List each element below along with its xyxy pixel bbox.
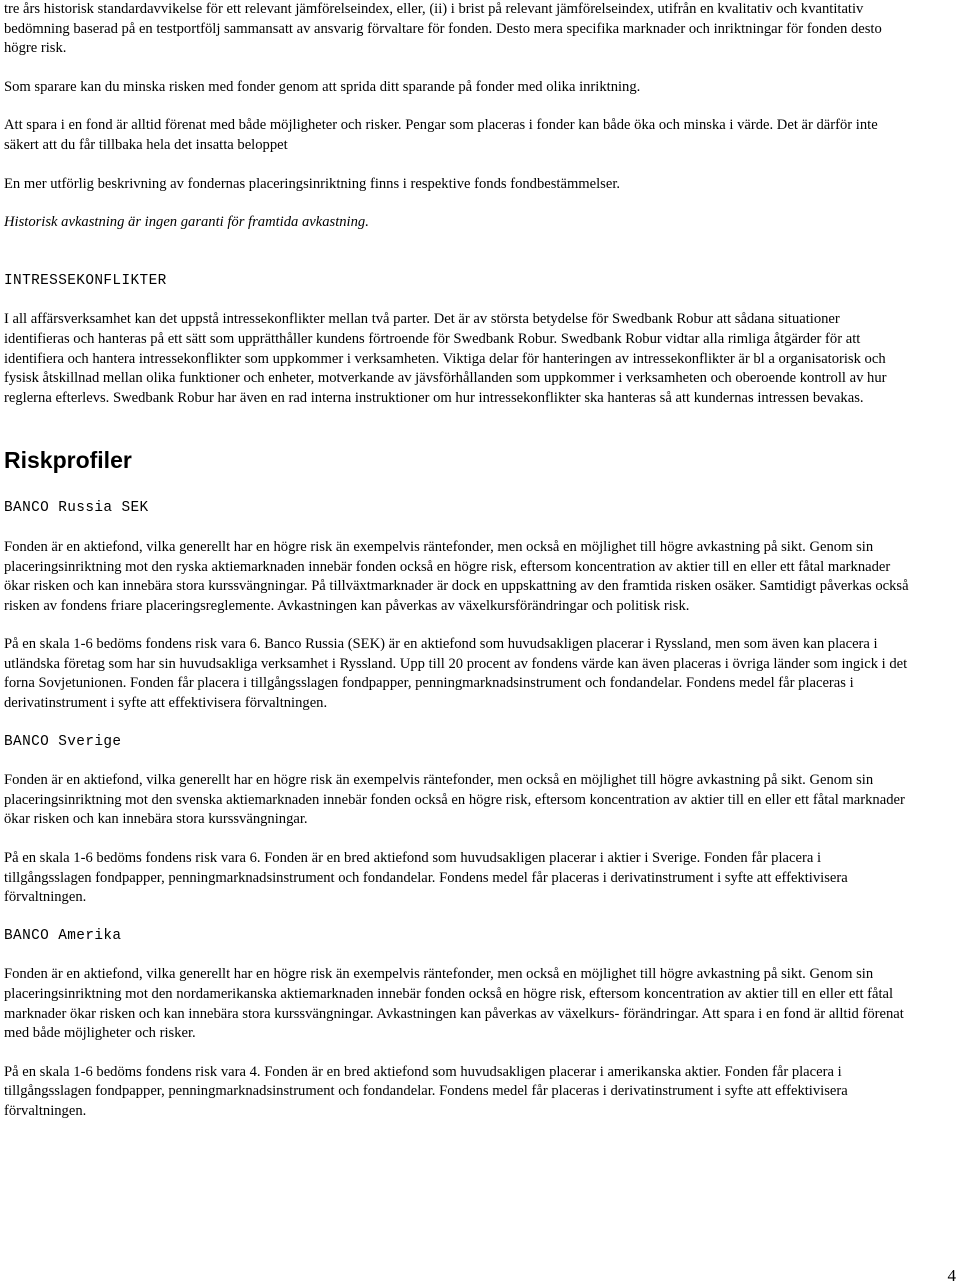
fund-risk-description: Fonden är en aktiefond, vilka generellt har en högre risk än exempelvis räntefonder, men också en möjlighet till högre avkastning på sikt. Genom sin placeringsinriktning mot den nordamerikanska aktiemarknaden innebär fonden också en högre risk, eftersom koncentration av aktier till en eller ett fåtal marknader ökar risken och kan innebära stora kurssvängningar. Avkastningen kan påverkas av växelkurs- förändringar. Att spara i en fond är alltid förenat med både möjligheter och risker. [4,966,904,1042]
intro-paragraph-4: En mer utförlig beskrivning av fondernas placeringsinriktning finns i respektive fonds fondbestämmelser. [4,175,621,192]
document-page [4,0,909,1141]
disclaimer: Historisk avkastning är ingen garanti för framtida avkastning. [4,214,369,231]
section-title: Riskprofiler [4,447,132,474]
fund-name: BANCO Russia SEK [4,500,149,517]
fund-risk-scale: På en skala 1-6 bedöms fondens risk vara 6. Fonden är en bred aktiefond som huvudsakligen placerar i aktier i Sverige. Fonden får placera i tillgångsslagen fondpapper, penningmarknadsinstrument och fondandelar. Fondens medel får placeras i derivatinstrument i syfte att effektivisera förvaltningen. [4,850,848,906]
fund-risk-description: Fonden är en aktiefond, vilka generellt har en högre risk än exempelvis räntefonder, men också en möjlighet till högre avkastning på sikt. Genom sin placeringsinriktning mot den ryska aktiemarknaden innebär fonden också en högre risk, eftersom koncentration av aktier till en eller ett fåtal marknader ökar risken och kan innebära stora kurssvängningar. På tillväxtmarknader är dock en uppskattning av den framtida risken osäker. Samtidigt påverkas också risken av fondens friare placeringsreglemente. Avkastningen kan påverkas av växelkursförändringar och politisk risk. [4,538,909,614]
conflicts-paragraph: I all affärsverksamhet kan det uppstå intressekonflikter mellan två parter. Det är av största betydelse för Swedbank Robur att sådana situationer identifieras och hanteras på ett sätt som upprätthåller kundens förtroende för Swedbank Robur. Swedbank Robur vidtar alla rimliga åtgärder för att identifiera och hantera intressekonflikter som uppkommer i verksamheten. Viktiga delar för hanteringen av intressekonflikter är bl a organisatorisk och fysisk åtskillnad mellan olika funktioner och enheter, motverkande av jävsförhållanden som uppkommer i verksamheten och oberoende kontroll av hur reglerna efterlevs. Swedbank Robur har även en rad interna instruktioner om hur intressekonflikter ska hanteras så att kundernas intressen bevakas. [4,311,887,406]
fund-risk-scale: På en skala 1-6 bedöms fondens risk vara 4. Fonden är en bred aktiefond som huvudsakligen placerar i amerikanska aktier. Fonden får placera i tillgångsslagen fondpapper, penningmarknadsinstrument och fondandelar. Fondens medel får placeras i derivatinstrument i syfte att effektivisera förvaltningen. [4,1063,848,1119]
fund-risk-scale: På en skala 1-6 bedöms fondens risk vara 6. Banco Russia (SEK) är en aktiefond som huvudsakligen placerar i Ryssland, men som även kan placera i utländska företag som har sin huvudsakliga verksamhet i Ryssland. Upp till 20 procent av fondens värde kan även placeras i övriga länder som ingick i det forna Sovjetunionen. Fonden får placera i tillgångsslagen fondpapper, penningmarknadsinstrument och fondandelar. Fondens medel får placeras i derivatinstrument i syfte att effektivisera förvaltningen. [4,636,908,712]
intro-paragraph-3: Att spara i en fond är alltid förenat med både möjligheter och risker. Pengar som placeras i fonder kan både öka och minska i värde. Det är därför inte säkert att du får tillbaka hela det insatta beloppet [4,117,878,153]
conflicts-heading: INTRESSEKONFLIKTER [4,272,167,289]
fund-risk-description: Fonden är en aktiefond, vilka generellt har en högre risk än exempelvis räntefonder, men också en möjlighet till högre avkastning på sikt. Genom sin placeringsinriktning mot den svenska aktiemarknaden innebär fonden också en högre risk, eftersom koncentration av aktier till en eller ett fåtal marknader ökar risken och kan innebära stora kurssvängningar. [4,772,905,828]
intro-paragraph-2: Som sparare kan du minska risken med fonder genom att sprida ditt sparande på fonder med olika inriktning. [4,78,641,95]
intro-paragraph-1: tre års historisk standardavvikelse för ett relevant jämförelseindex, eller, (ii) i brist på relevant jämförelseindex, utifrån en kvalitativ och kvantitativ bedömning baserad på en testportfölj sammansatt av ansvarig förvaltare för fonden. Desto mera specifika marknader och inriktningar för fonden desto högre risk. [4,1,882,57]
fund-name: BANCO Amerika [4,927,122,944]
fund-name: BANCO Sverige [4,733,122,750]
page-number: 4 [947,1266,956,1285]
